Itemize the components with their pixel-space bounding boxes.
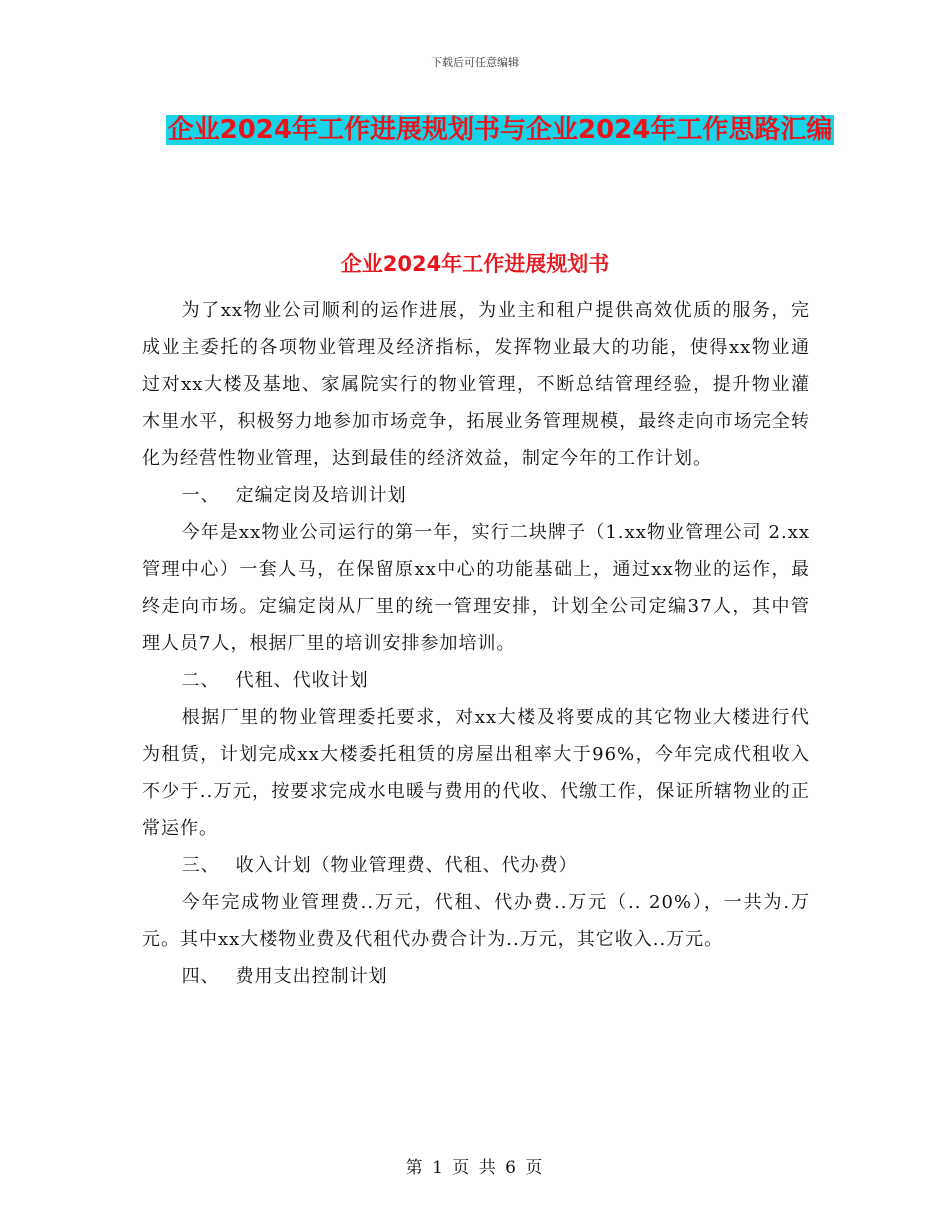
page-footer: 第 1 页 共 6 页 [405, 1158, 545, 1178]
heading-1-number: 一、 [181, 485, 220, 506]
intro-paragraph: 为了xx物业公司顺利的运作进展，为业主和租户提供高效优质的服务，完成业主委托的各项物业管理及经济指标，发挥物业最大的功能，使得xx物业通过对xx大楼及基地、家属院实行的物业管理，不断总结管理经验，提升物业灌木里水平，积极努力地参加市场竞争，拓展业务管理规模，最终走向市场完全转化为经营性物业管理，达到最佳的经济效益，制定今年的工作计划。 [142, 300, 810, 469]
document-title-text: 企业2024年工作进展规划书与企业2024年工作思路汇编 [167, 115, 833, 145]
paragraph-3: 今年完成物业管理费..万元，代租、代办费..万元（.. 20%），一共为.万元。其中xx大楼物业费及代租代办费合计为..万元，其它收入..万元。 [142, 892, 810, 950]
heading-4 [142, 958, 810, 995]
paragraph-2: 根据厂里的物业管理委托要求，对xx大楼及将要成的其它物业大楼进行代为租赁，计划完成xx大楼委托租赁的房屋出租率大于96%，今年完成代租收入不少于..万元，按要求完成水电暖与费用的代收、代缴工作，保证所辖物业的正常运作。 [142, 707, 810, 839]
heading-4-text: 费用支出控制计划 [235, 966, 388, 987]
document-body [142, 292, 810, 995]
heading-2-text: 代租、代收计划 [235, 670, 369, 691]
heading-1 [142, 477, 810, 514]
heading-3-number: 三、 [181, 855, 220, 876]
heading-4-number: 四、 [181, 966, 220, 987]
heading-3 [142, 847, 810, 884]
heading-1-text: 定编定岗及培训计划 [235, 485, 407, 506]
heading-3-text: 收入计划（物业管理费、代租、代办费） [235, 855, 578, 876]
document-title [150, 108, 850, 152]
section-title: 企业2024年工作进展规划书 [340, 252, 610, 276]
header-note: 下载后可任意编辑 [431, 56, 519, 69]
heading-2-number: 二、 [181, 670, 220, 691]
paragraph-1: 今年是xx物业公司运行的第一年，实行二块牌子（1.xx物业管理公司 2.xx管理中心）一套人马，在保留原xx中心的功能基础上，通过xx物业的运作，最终走向市场。定编定岗从厂里的统一管理安排，计划全公司定编37人，其中管理人员7人，根据厂里的培训安排参加培训。 [142, 522, 810, 654]
heading-2 [142, 662, 810, 699]
